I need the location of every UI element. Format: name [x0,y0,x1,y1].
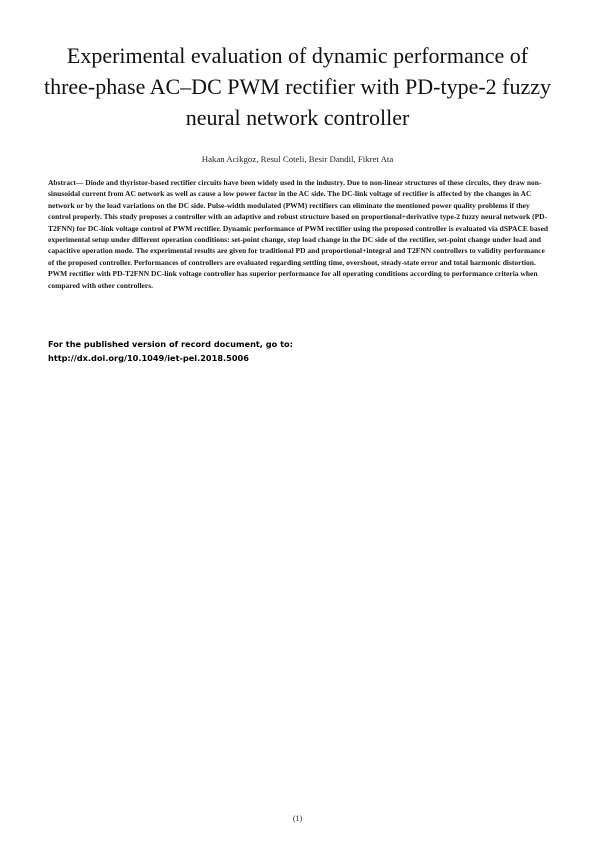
published-version-label: For the published version of record document, go to: [48,339,293,349]
abstract-paragraph: Abstract— Diode and thyristor-based rectifier circuits have been widely used in the industry. Due to non-linear structures of these circuits, they draw non-sinusoidal current from AC network as well as cause a low power factor in the AC side. The DC-link voltage of rectifier is affected by the changes in AC network or by the load variations on the DC side. Pulse-width modulated (PWM) rectifiers can eliminate the mentioned power quality problems if they control properly. This study proposes a controller with an adaptive and robust structure based on proportional+derivative type-2 fuzzy neural network (PD-T2FNN) for DC-link voltage control of PWM rectifier. Dynamic performance of PWM rectifier using the proposed controller is evaluated via dSPACE based experimental setup under different operation conditions: set-point change, step load change in the DC side of the rectifier, set-point change under load and capacitive operation mode. The experimental results are given for traditional PD and proportional+integral and T2FNN controllers to validity performance of the proposed controller. Performances of controllers are evaluated regarding settling time, overshoot, steady-state error and total harmonic distortion. PWM rectifier with PD-T2FNN DC-link voltage controller has superior performance for all operating conditions according to performance criteria when compared with other controllers. [48,178,549,290]
published-version-note [48,337,550,365]
page-number: (1) [292,814,303,823]
author-list: Hakan Acikgoz, Resul Coteli, Besir Dandil, Fikret Ata [201,154,394,164]
doi-link[interactable]: http://dx.doi.org/10.1049/iet-pel.2018.5006 [48,353,249,363]
paper-title: Experimental evaluation of dynamic performance of three-phase AC–DC PWM rectifier with PD-type-2 fuzzy neural network controller [43,43,552,130]
